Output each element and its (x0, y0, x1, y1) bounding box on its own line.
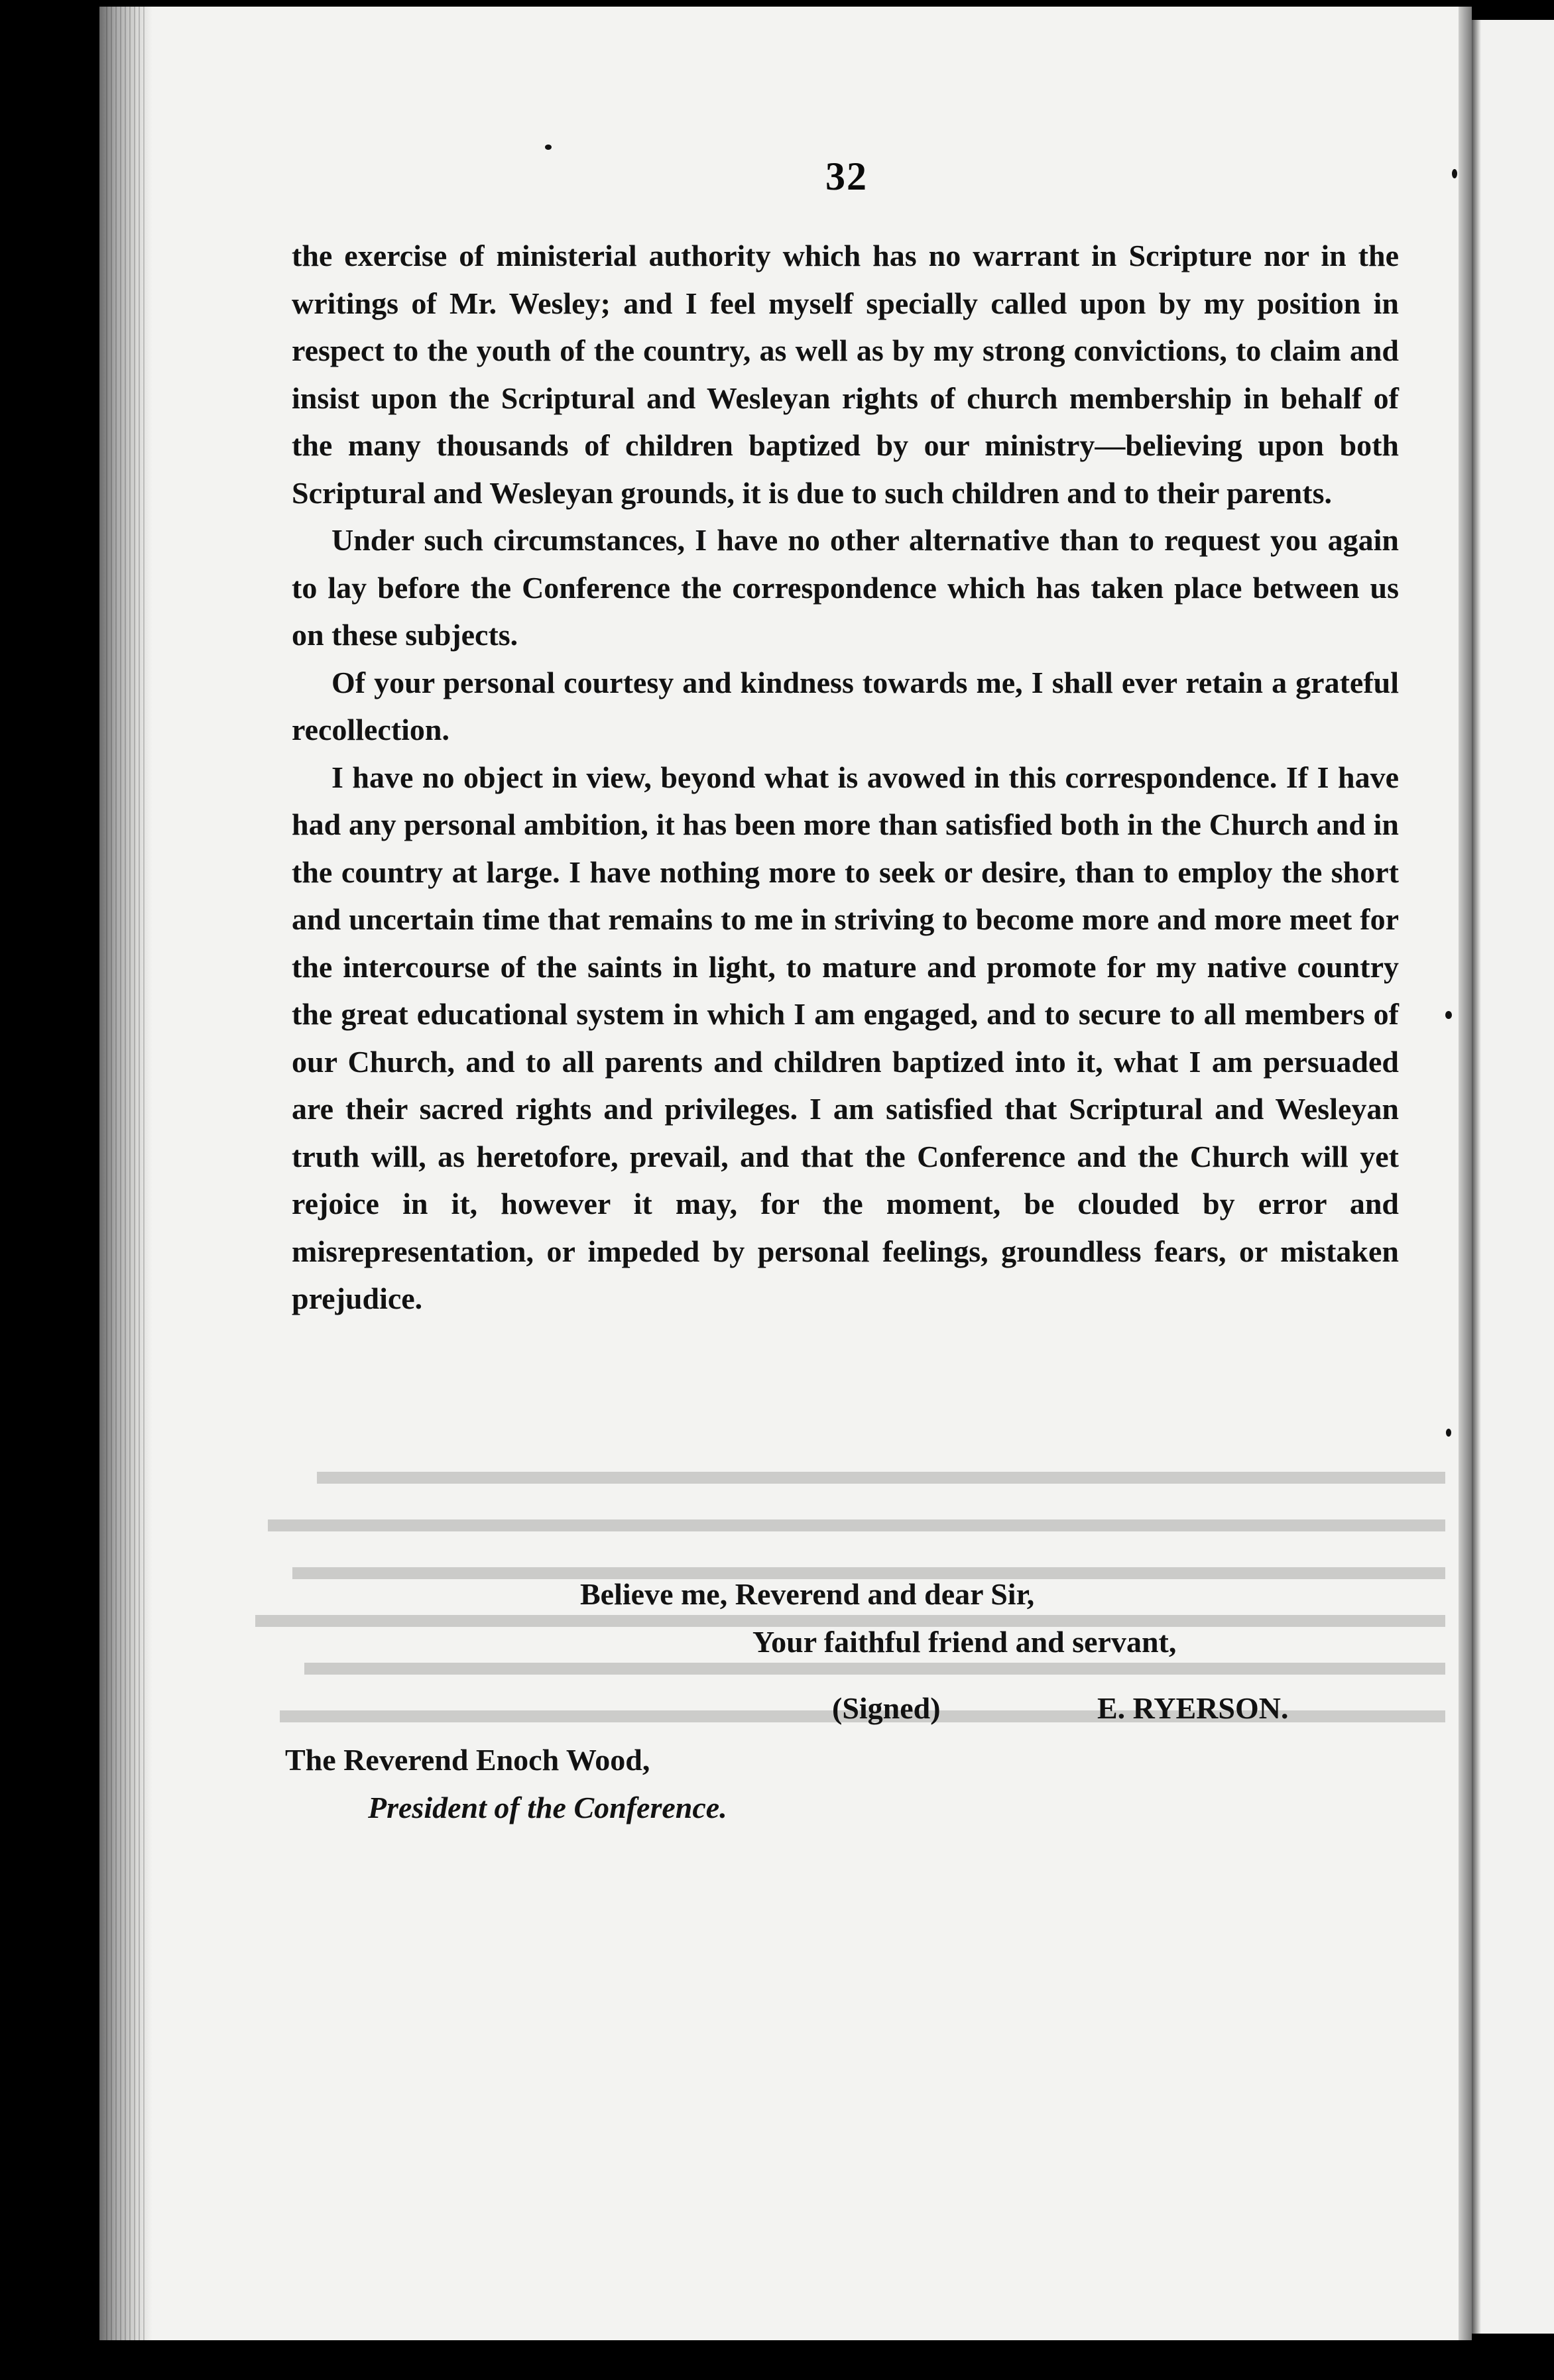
signature: E. RYERSON. (1097, 1691, 1289, 1725)
closing-salutation: Believe me, Reverend and dear Sir, (580, 1577, 1035, 1611)
ink-speck (1446, 1429, 1451, 1437)
paragraph: Of your personal courtesy and kindness towards me, I shall ever retain a grateful recollection. (292, 665, 1399, 746)
addressee-title: President of the Conference. (368, 1791, 727, 1824)
body-text (292, 232, 1399, 1323)
ink-speck (545, 145, 552, 150)
addressee-name: The Reverend Enoch Wood, (285, 1743, 650, 1777)
closing-valediction: Your faithful friend and servant, (752, 1625, 1177, 1659)
page-number: 32 (825, 154, 868, 198)
facing-page (1472, 20, 1554, 2334)
binding-edge (106, 7, 146, 2340)
ink-speck (1452, 169, 1457, 178)
page-edge-shadow (1459, 7, 1472, 2340)
signed-label: (Signed) (832, 1691, 941, 1725)
paragraph: I have no object in view, beyond what is avowed in this correspondence. If I have had any personal ambition, it has been more than satisfied both in the Church and in the country at large. I have nothing more to seek or desire, than to employ the short and uncertain time that remains to me in striving to become more and more meet for the intercourse of the saints in light, to mature and promote for my native country the great educational system in which I am engaged, and to secure to all members of our Church, and to all parents and children baptized into it, what I am persuaded are their sacred rights and privileges. I am satisfied that Scriptural and Wesleyan truth will, as heretofore, prevail, and that the Conference and the Church will yet rejoice in it, however it may, for the moment, be clouded by error and misrepresentation, or impeded by personal feelings, groundless fears, or mistaken prejudice. (292, 760, 1399, 1315)
facing-page-shadow (1472, 20, 1481, 2334)
paragraph: Under such circumstances, I have no other alternative than to request you again to lay before the Conference the correspondence which has taken place between us on these subjects. (292, 523, 1399, 652)
ink-speck (1445, 1011, 1452, 1019)
paragraph: the exercise of ministerial authority which has no warrant in Scripture nor in the writings of Mr. Wesley; and I feel myself specially called upon by my position in respect to the youth of the country, as well as by my strong convictions, to claim and insist upon the Scriptural and Wesleyan rights of church membership in behalf of the many thousands of children baptized by our ministry—believing upon both Scriptural and Wesleyan grounds, it is due to such children and to their parents. (292, 239, 1399, 510)
